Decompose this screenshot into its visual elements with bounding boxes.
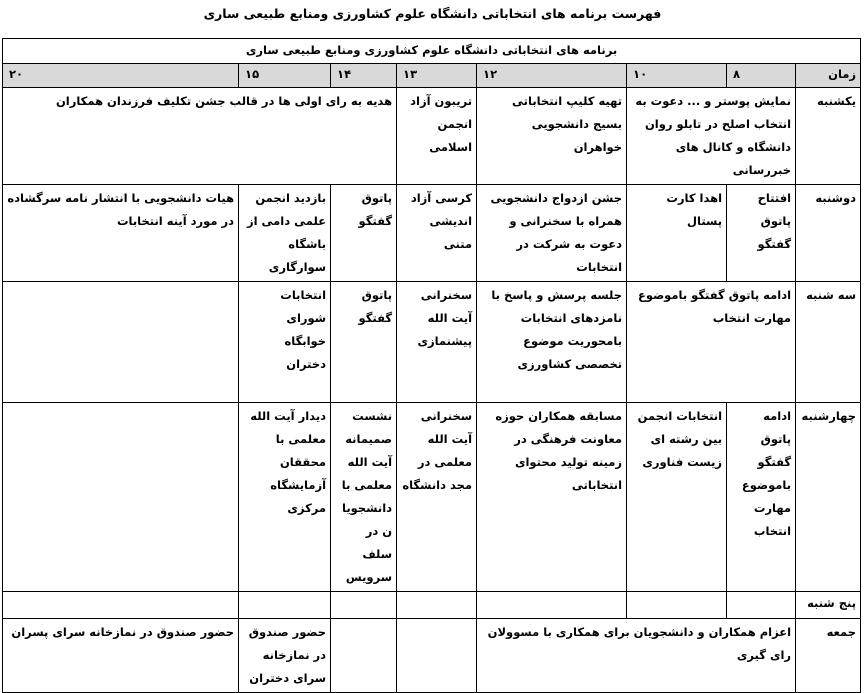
table-cell: انتخابات انجمن بین رشته ای زیست فناوری [627, 403, 727, 592]
day-label: یکشنبه [796, 88, 861, 185]
document-title: فهرست برنامه های انتخاباتی دانشگاه علوم کشاورزی ومنابع طبیعی ساری [203, 6, 662, 21]
header-hour-14: ۱۴ [331, 64, 397, 88]
table-cell: ادامه پاتوق گفتگو باموضوع مهارت انتخاب [727, 403, 796, 592]
table-cell: بازدید انجمن علمی دامی از باشگاه سوارگاری [239, 185, 331, 282]
table-cell [3, 282, 239, 403]
table-cell: سخنرانی آیت الله معلمی در مجد دانشگاه [397, 403, 477, 592]
table-cell [627, 592, 727, 619]
table-cell: حضور صندوق در نمازخانه سرای دختران [239, 619, 331, 693]
table-cell [239, 592, 331, 619]
table-cell: پاتوق گفتگو [331, 185, 397, 282]
header-hour-20: ۲۰ [3, 64, 239, 88]
table-cell [477, 592, 627, 619]
header-hour-8: ۸ [727, 64, 796, 88]
table-cell: جلسه پرسش و پاسخ با نامزدهای انتخابات بامحوریت موضوع تخصصی کشاورزی [477, 282, 627, 403]
table-cell: جشن ازدواج دانشجویی همراه با سخنرانی و دعوت به شرکت در انتخابات [477, 185, 627, 282]
table-cell: اعزام همکاران و دانشجویان برای همکاری با مسوولان رای گیری [477, 619, 796, 693]
table-row [3, 403, 861, 592]
day-label: جمعه [796, 619, 861, 693]
table-row [3, 592, 861, 619]
schedule-table [2, 38, 861, 693]
table-cell: مسابقه همکاران حوزه معاونت فرهنگی در زمینه تولید محتوای انتخاباتی [477, 403, 627, 592]
header-row [3, 64, 861, 88]
table-cell [397, 592, 477, 619]
table-row [3, 185, 861, 282]
table-cell: ادامه پاتوق گفتگو باموضوع مهارت انتخاب [627, 282, 796, 403]
table-cell [727, 592, 796, 619]
table-cell [331, 619, 397, 693]
day-label: سه شنبه [796, 282, 861, 403]
table-cell: کرسی آزاد اندیشی متنی [397, 185, 477, 282]
table-cell: نشست صمیمانه آیت الله معلمی با دانشجویان در سلف سرویس [331, 403, 397, 592]
table-cell: نمایش پوستر و ... دعوت به انتخاب اصلح در تابلو روان دانشگاه و کانال های خبررسانی [627, 88, 796, 185]
table-cell [331, 592, 397, 619]
table-cell [397, 619, 477, 693]
day-label: چهارشنبه [796, 403, 861, 592]
table-row [3, 282, 861, 403]
table-cell: دیدار آیت الله معلمی با محققان آزمایشگاه مرکزی [239, 403, 331, 592]
table-cell: هیات دانشجویی با انتشار نامه سرگشاده در مورد آینه انتخابات [3, 185, 239, 282]
table-cell: اهدا کارت پستال [627, 185, 727, 282]
table-cell: تریبون آزاد انجمن اسلامی [397, 88, 477, 185]
table-cell [3, 592, 239, 619]
header-hour-12: ۱۲ [477, 64, 627, 88]
header-hour-13: ۱۳ [397, 64, 477, 88]
table-caption: برنامه های انتخاباتی دانشگاه علوم کشاورزی ومنابع طبیعی ساری [3, 39, 861, 64]
table-row [3, 88, 861, 185]
table-cell [3, 403, 239, 592]
table-cell: سخنرانی آیت الله پیشنمازی [397, 282, 477, 403]
header-hour-10: ۱۰ [627, 64, 727, 88]
day-label: دوشنبه [796, 185, 861, 282]
table-cell: افتتاح پاتوق گفتگو [727, 185, 796, 282]
table-cell: پاتوق گفتگو [331, 282, 397, 403]
day-label: پنج شنبه [796, 592, 861, 619]
table-row [3, 619, 861, 693]
table-cell: هدیه به رای اولی ها در قالب جشن تکلیف فرزندان همکاران [3, 88, 397, 185]
table-cell: انتخابات شورای خوابگاه دختران [239, 282, 331, 403]
header-time: زمان [796, 64, 861, 88]
table-cell: حضور صندوق در نمازخانه سرای پسران [3, 619, 239, 693]
header-hour-15: ۱۵ [239, 64, 331, 88]
table-cell: تهیه کلیپ انتخاباتی بسیج دانشجویی خواهران [477, 88, 627, 185]
